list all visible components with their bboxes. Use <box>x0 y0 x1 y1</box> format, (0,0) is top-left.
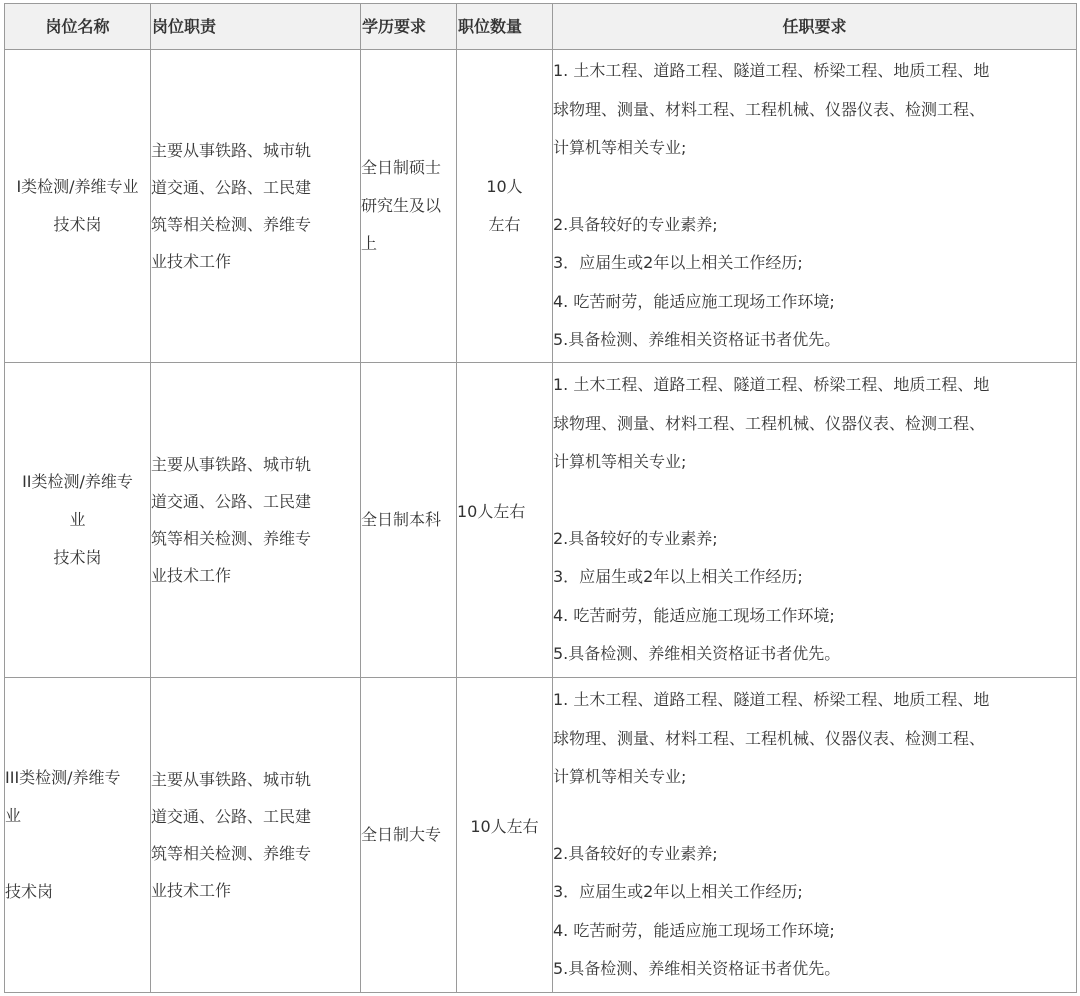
duties-line: 业技术工作 <box>151 252 232 271</box>
duties-line: 主要从事铁路、城市轨 <box>151 770 312 789</box>
headcount-cell <box>457 678 553 993</box>
headcount-line: 10人 <box>486 177 523 196</box>
table-row <box>5 50 1077 363</box>
requirement-line: 2.具备较好的专业素养; <box>553 528 718 548</box>
requirement-line: 计算机等相关专业; <box>553 452 687 472</box>
position-name-line: 技术岗 <box>5 882 54 901</box>
requirements-cell <box>553 363 1077 678</box>
requirement-line: 5.具备检测、养维相关资格证书者优先。 <box>553 959 841 979</box>
duties-line: 筑等相关检测、养维专 <box>151 529 312 548</box>
requirement-line: 球物理、测量、材料工程、工程机械、仪器仪表、检测工程、 <box>553 728 986 748</box>
requirement-line: 2.具备较好的专业素养; <box>553 843 718 863</box>
position-name-line: III类检测/养维专 <box>5 768 121 787</box>
requirement-line: 5.具备检测、养维相关资格证书者优先。 <box>553 644 841 664</box>
header-row <box>5 4 1077 50</box>
education-line: 全日制硕士 <box>361 158 442 177</box>
requirement-line: 计算机等相关专业; <box>553 138 687 158</box>
headcount-cell <box>457 363 553 678</box>
position-name-line: 业 <box>69 510 86 529</box>
position-name-line: 技术岗 <box>53 548 102 567</box>
table-row <box>5 363 1077 678</box>
requirement-line: 3．应届生或2年以上相关工作经历; <box>553 882 803 902</box>
duties-line: 道交通、公路、工民建 <box>151 492 312 511</box>
position-name-line: 业 <box>5 806 22 825</box>
header-position-name: 岗位名称 <box>5 4 151 50</box>
duties-line: 筑等相关检测、养维专 <box>151 215 312 234</box>
header-requirements: 任职要求 <box>553 4 1077 50</box>
requirement-line: 计算机等相关专业; <box>553 767 687 787</box>
requirement-line: 1. 土木工程、道路工程、隧道工程、桥梁工程、地质工程、地 <box>553 61 990 81</box>
education-line: 上 <box>361 234 378 253</box>
duties-cell <box>151 678 361 993</box>
requirement-line: 1. 土木工程、道路工程、隧道工程、桥梁工程、地质工程、地 <box>553 375 990 395</box>
requirement-line: 4. 吃苦耐劳，能适应施工现场工作环境; <box>553 920 835 940</box>
duties-line: 道交通、公路、工民建 <box>151 178 312 197</box>
education-line: 研究生及以 <box>361 196 442 215</box>
requirement-line: 3．应届生或2年以上相关工作经历; <box>553 253 803 273</box>
duties-line: 业技术工作 <box>151 566 232 585</box>
duties-cell <box>151 50 361 363</box>
requirement-line: 4. 吃苦耐劳，能适应施工现场工作环境; <box>553 605 835 625</box>
job-table <box>4 3 1077 993</box>
headcount-line: 10人左右 <box>457 502 526 521</box>
education-cell <box>361 678 457 993</box>
position-name-cell <box>5 363 151 678</box>
duties-line: 道交通、公路、工民建 <box>151 807 312 826</box>
duties-line: 筑等相关检测、养维专 <box>151 844 312 863</box>
duties-line: 主要从事铁路、城市轨 <box>151 455 312 474</box>
table-row <box>5 678 1077 993</box>
position-name-cell <box>5 678 151 993</box>
requirement-line: 1. 土木工程、道路工程、隧道工程、桥梁工程、地质工程、地 <box>553 690 990 710</box>
requirements-cell <box>553 678 1077 993</box>
header-education: 学历要求 <box>361 4 457 50</box>
position-name-line: II类检测/养维专 <box>22 472 133 491</box>
position-name-line: I类检测/养维专业 <box>16 177 139 196</box>
requirement-line: 球物理、测量、材料工程、工程机械、仪器仪表、检测工程、 <box>553 99 986 119</box>
headcount-line: 10人左右 <box>470 817 539 836</box>
duties-line: 主要从事铁路、城市轨 <box>151 141 312 160</box>
requirements-cell <box>553 50 1077 363</box>
education-cell <box>361 363 457 678</box>
requirement-line: 4. 吃苦耐劳，能适应施工现场工作环境; <box>553 291 835 311</box>
position-name-cell <box>5 50 151 363</box>
requirement-line: 球物理、测量、材料工程、工程机械、仪器仪表、检测工程、 <box>553 413 986 433</box>
duties-cell <box>151 363 361 678</box>
requirement-line: 5.具备检测、养维相关资格证书者优先。 <box>553 330 841 350</box>
header-duties: 岗位职责 <box>151 4 361 50</box>
duties-line: 业技术工作 <box>151 881 232 900</box>
education-line: 全日制大专 <box>361 825 442 844</box>
header-headcount: 职位数量 <box>457 4 553 50</box>
requirement-line: 3．应届生或2年以上相关工作经历; <box>553 567 803 587</box>
requirement-line: 2.具备较好的专业素养; <box>553 214 718 234</box>
position-name-line: 技术岗 <box>53 215 102 234</box>
education-cell <box>361 50 457 363</box>
education-line: 全日制本科 <box>361 510 442 529</box>
headcount-line: 左右 <box>488 215 521 234</box>
headcount-cell <box>457 50 553 363</box>
